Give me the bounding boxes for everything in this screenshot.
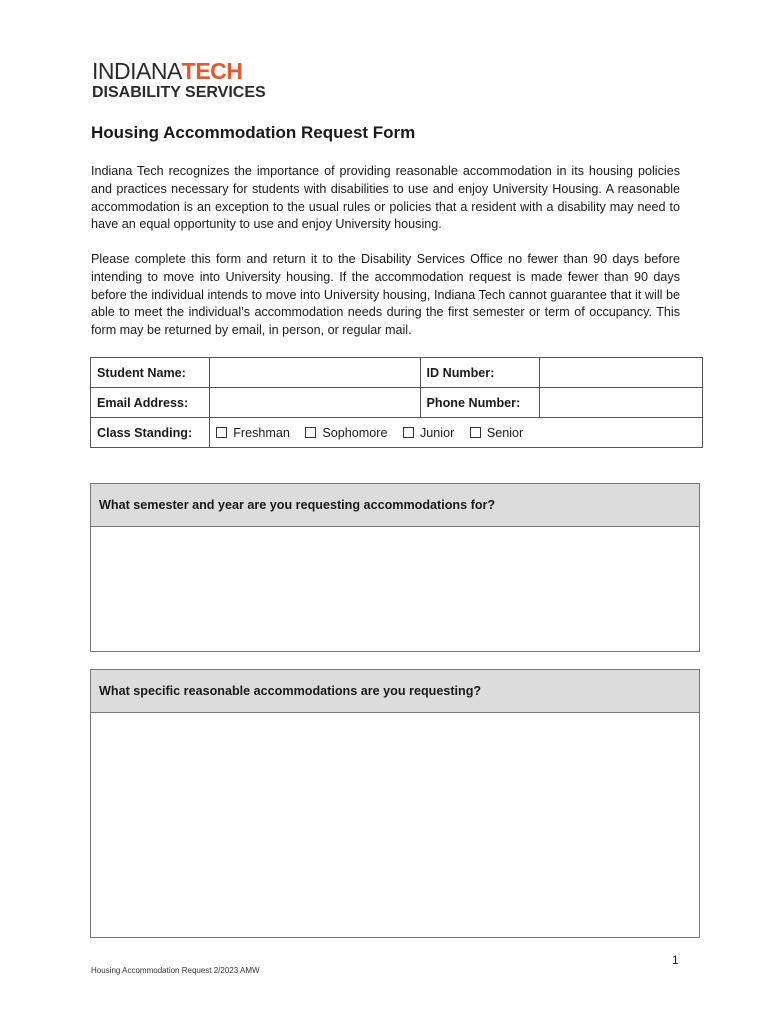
semester-question-box	[90, 483, 700, 652]
logo-wordmark	[92, 58, 266, 84]
logo-subtitle: DISABILITY SERVICES	[92, 84, 266, 101]
indiana-tech-logo	[92, 58, 266, 102]
email-field[interactable]	[210, 388, 420, 418]
instructions-paragraph: Please complete this form and return it to the Disability Services Office no fewer than 90 days before intending to move into University housing. If the accommodation request is made fewer than 90 days before the individual intends to move into University housing, Indiana Tech cannot guarantee that it will be able to meet the individual’s accommodation needs during the first semester or term of occupancy. This form may be returned by email, in person, or regular mail.	[91, 252, 680, 338]
class-standing-options	[210, 418, 703, 448]
student-name-field[interactable]	[210, 358, 420, 388]
junior-checkbox[interactable]	[403, 427, 414, 438]
semester-answer-field[interactable]	[91, 527, 699, 651]
intro-paragraph: Indiana Tech recognizes the importance of providing reasonable accommodation in its housing policies and practices necessary for students with disabilities to use and enjoy University Housing. A reasonable accommodation is an exception to the usual rules or policies that a resident with a disability may need to have an equal opportunity to use and enjoy University housing.	[91, 164, 680, 232]
logo-indiana: INDIANA	[92, 58, 182, 84]
class-standing-label: Class Standing:	[91, 418, 210, 448]
phone-number-field[interactable]	[539, 388, 702, 418]
freshman-option[interactable]	[216, 426, 290, 440]
id-number-field[interactable]	[539, 358, 702, 388]
form-title: Housing Accommodation Request Form	[91, 123, 416, 142]
id-number-label: ID Number:	[420, 358, 539, 388]
email-label: Email Address:	[91, 388, 210, 418]
semester-question: What semester and year are you requesting accommodations for?	[91, 484, 699, 527]
senior-option[interactable]	[470, 426, 523, 440]
sophomore-checkbox[interactable]	[305, 427, 316, 438]
sophomore-label: Sophomore	[322, 425, 388, 440]
footer-text: Housing Accommodation Request 2/2023 AMW	[91, 966, 260, 975]
freshman-label: Freshman	[233, 425, 290, 440]
junior-option[interactable]	[403, 426, 454, 440]
accommodations-question-box	[90, 669, 700, 938]
table-row	[91, 388, 703, 418]
senior-label: Senior	[486, 425, 524, 440]
student-name-label: Student Name:	[91, 358, 210, 388]
table-row	[91, 418, 703, 448]
senior-checkbox[interactable]	[470, 427, 481, 438]
accommodations-question: What specific reasonable accommodations are you requesting?	[91, 670, 699, 713]
student-info-table	[90, 357, 703, 448]
logo-tech: TECH	[181, 58, 243, 84]
phone-number-label: Phone Number:	[420, 388, 539, 418]
table-row	[91, 358, 703, 388]
junior-label: Junior	[420, 425, 455, 440]
page-number: 1	[672, 953, 679, 967]
sophomore-option[interactable]	[305, 426, 387, 440]
freshman-checkbox[interactable]	[216, 427, 227, 438]
accommodations-answer-field[interactable]	[91, 713, 699, 937]
